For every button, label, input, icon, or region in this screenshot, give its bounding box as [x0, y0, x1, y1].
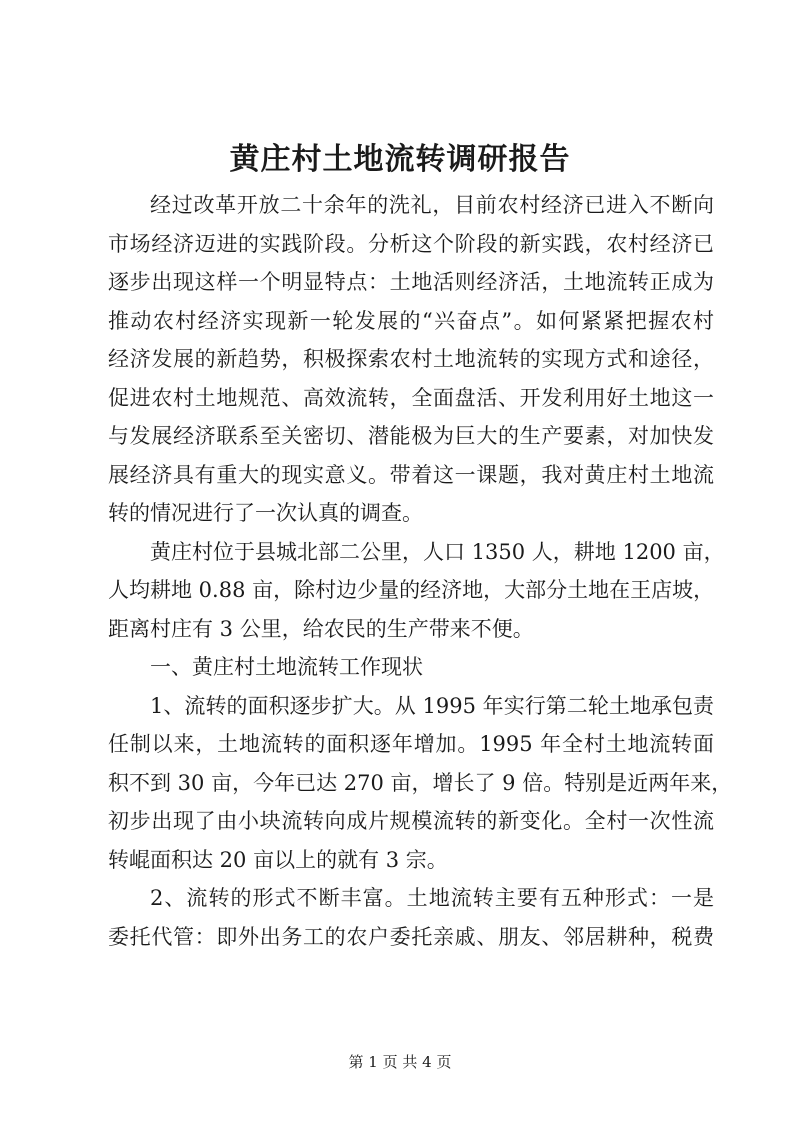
document-title: 黄庄村土地流转调研报告 [229, 142, 571, 177]
page-footer: 第 1 页 共 4 页 [348, 1053, 452, 1071]
text-line: 黄庄村位于县城北部二公里，人口 1350 人，耕地 1200 亩， [150, 539, 725, 564]
text-line: 与发展经济联系至关密切、潜能极为巨大的生产要素，对加快发 [108, 424, 714, 448]
text-line: 市场经济迈进的实践阶段。分析这个阶段的新实践，农村经济已 [108, 231, 714, 256]
text-line: 1、流转的面积逐步扩大。从 1995 年实行第二轮土地承包责 [150, 693, 714, 718]
document-body [108, 186, 733, 956]
text-line: 经济发展的新趋势，积极探索农村土地流转的实现方式和途径， [108, 347, 714, 371]
text-line: 2、流转的形式不断丰富。土地流转主要有五种形式：一是 [150, 886, 714, 910]
text-line: 积不到 30 亩，今年已达 270 亩，增长了 9 倍。特别是近两年来， [108, 770, 733, 795]
heading-line: 一、黄庄村土地流转工作现状 [150, 655, 423, 679]
text-line: 距离村庄有 3 公里，给农民的生产带来不便。 [108, 616, 534, 641]
text-line: 推动农村经济实现新一轮发展的“兴奋点”。如何紧紧把握农村 [108, 308, 714, 333]
section-heading [108, 648, 714, 687]
paragraph-area-expansion [108, 687, 733, 880]
text-line: 促进农村土地规范、高效流转，全面盘活、开发利用好土地这一 [108, 385, 714, 410]
text-line: 任制以来，土地流转的面积逐年增加。1995 年全村土地流转面 [108, 732, 714, 756]
text-line: 人均耕地 0.88 亩，除村边少量的经济地，大部分土地在王店坡， [108, 578, 715, 602]
text-line: 展经济具有重大的现实意义。带着这一课题，我对黄庄村土地流 [108, 462, 714, 487]
text-line: 经过改革开放二十余年的洗礼，目前农村经济已进入不断向 [150, 193, 714, 217]
text-line: 转崐面积达 20 亩以上的就有 3 宗。 [108, 847, 448, 872]
paragraph-intro [108, 186, 714, 533]
paragraph-transfer-forms [108, 879, 714, 956]
text-line: 转的情况进行了一次认真的调查。 [108, 501, 423, 525]
text-line: 逐步出现这样一个明显特点：土地活则经济活，土地流转正成为 [108, 270, 714, 294]
paragraph-village-profile [108, 533, 725, 649]
text-line: 委托代管：即外出务工的农户委托亲戚、朋友、邻居耕种，税费 [108, 924, 714, 949]
text-line: 初步出现了由小块流转向成片规模流转的新变化。全村一次性流 [108, 809, 714, 833]
